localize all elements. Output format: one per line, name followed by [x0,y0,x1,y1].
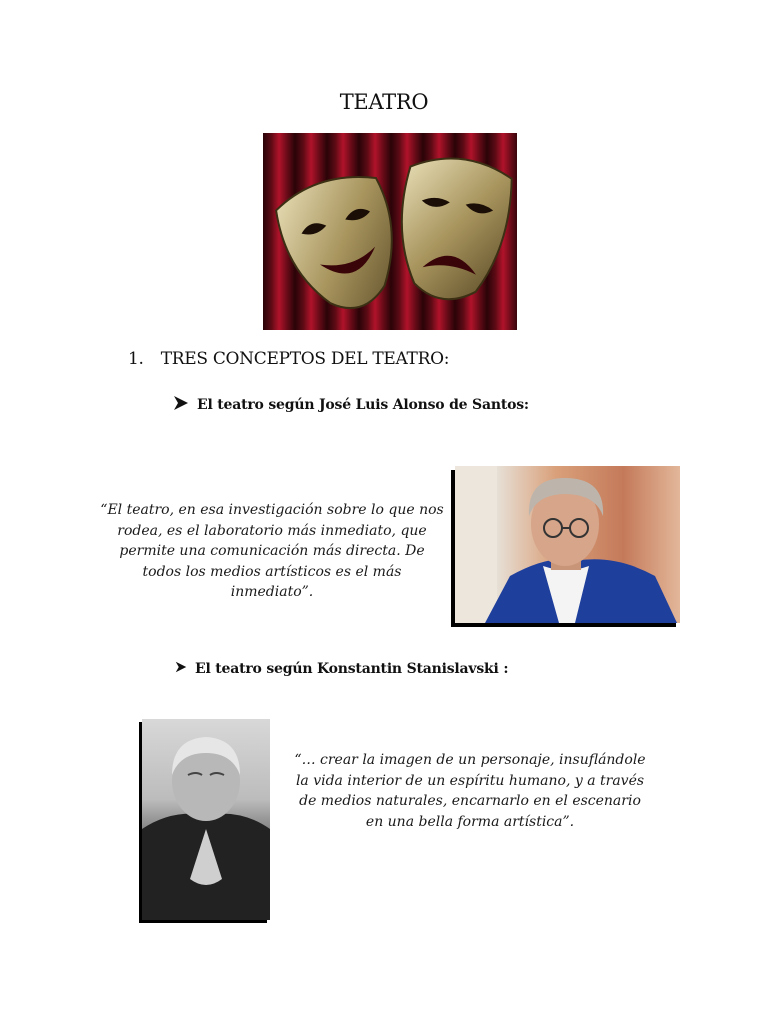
section-number: 1. [128,349,144,369]
concept-1-label-text: El teatro según José Luis Alonso de Santos: [197,397,529,413]
concept-2-label [175,661,508,677]
concept-1-label [173,395,529,415]
alonso-de-santos-photo [455,466,680,623]
section-heading [128,349,449,369]
theatre-masks-icon [263,133,517,330]
stanislavski-photo [142,719,270,920]
page-title: TEATRO [339,90,429,114]
arrowhead-bullet-icon [175,661,187,677]
theatre-masks-photo [263,133,517,330]
arrowhead-bullet-icon [173,395,189,415]
concept-1-quote: “El teatro, en esa investigación sobre lo que nos rodea, es el laboratorio más inmediato, que permite una comunicación más directa. De todos los medios artísticos es el más inmediato”. [100,502,444,600]
concept-2-label-text: El teatro según Konstantin Stanislavski : [195,661,509,677]
section-heading-text: TRES CONCEPTOS DEL TEATRO: [160,349,450,369]
concept-2-quote: “… crear la imagen de un personaje, insuflándole la vida interior de un espíritu humano, y a través de medios naturales, encarnarlo en el escenario en una bella forma artística”. [294,752,646,830]
